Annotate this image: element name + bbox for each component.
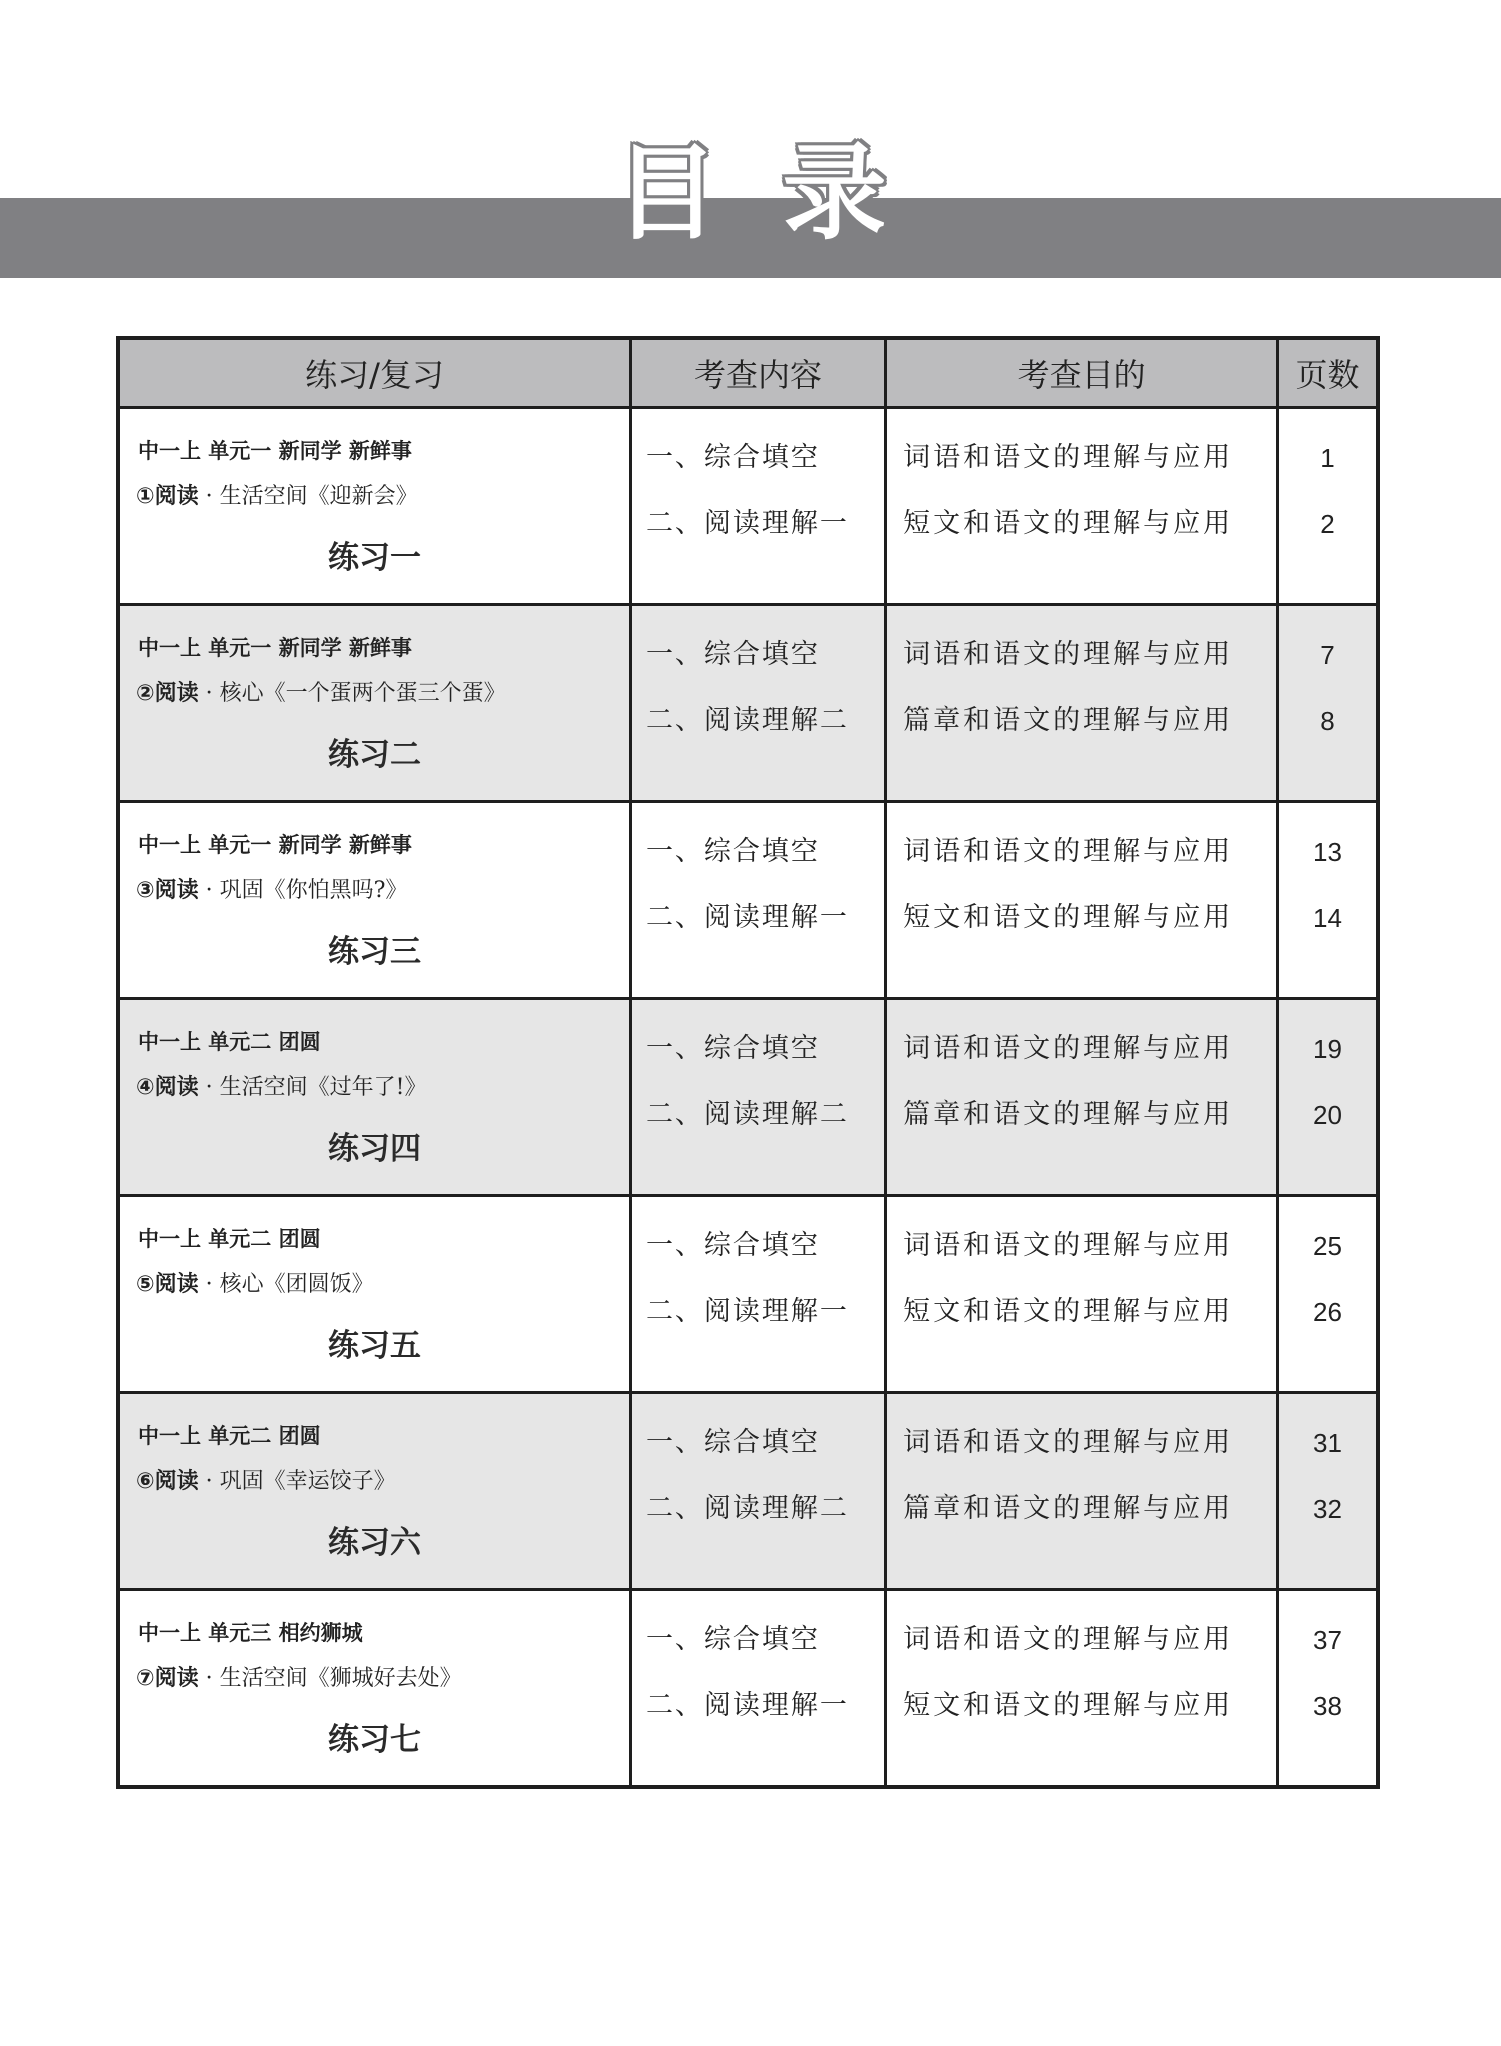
purpose-item: 篇章和语文的理解与应用 <box>903 1099 1234 1130</box>
table-header-row <box>118 338 1378 408</box>
purpose-item: 短文和语文的理解与应用 <box>903 1296 1234 1327</box>
page-number[interactable]: 7 <box>1320 640 1335 670</box>
pages-cell <box>1278 408 1379 605</box>
lesson-label <box>120 1464 629 1495</box>
toc-table <box>116 336 1380 1789</box>
page-number[interactable]: 14 <box>1313 903 1342 933</box>
table-row[interactable] <box>118 1196 1378 1393</box>
content-cell <box>630 605 885 802</box>
lesson-title: · 生活空间《过年了!》 <box>198 1075 427 1100</box>
exercise-title[interactable]: 练习一 <box>327 540 421 576</box>
exercise-title[interactable]: 练习三 <box>327 934 421 970</box>
page-number[interactable]: 19 <box>1313 1034 1342 1064</box>
exercise-title[interactable]: 练习七 <box>327 1722 421 1758</box>
purpose-item: 词语和语文的理解与应用 <box>903 639 1234 670</box>
purpose-cell <box>886 1393 1278 1590</box>
content-cell <box>630 408 885 605</box>
unit-label: 中一上 单元一 新同学 新鲜事 <box>138 636 412 660</box>
page-number[interactable]: 38 <box>1313 1691 1342 1721</box>
lesson-label <box>120 1661 629 1692</box>
table-row[interactable] <box>118 999 1378 1196</box>
purpose-item: 词语和语文的理解与应用 <box>903 836 1234 867</box>
lesson-label <box>120 1070 629 1101</box>
content-cell <box>630 1393 885 1590</box>
page-number[interactable]: 26 <box>1313 1297 1342 1327</box>
lesson-label <box>120 873 629 904</box>
exercise-title[interactable]: 练习六 <box>327 1525 421 1561</box>
page-number[interactable]: 20 <box>1313 1100 1342 1130</box>
purpose-item: 篇章和语文的理解与应用 <box>903 705 1234 736</box>
page-number[interactable]: 8 <box>1320 706 1335 736</box>
exercise-cell <box>118 1393 630 1590</box>
lesson-label <box>120 1267 629 1298</box>
table-row[interactable] <box>118 408 1378 605</box>
page-number[interactable]: 32 <box>1313 1494 1342 1524</box>
purpose-cell <box>886 1590 1278 1788</box>
lesson-title: · 生活空间《迎新会》 <box>198 484 418 509</box>
content-item: 二、阅读理解一 <box>645 902 849 933</box>
purpose-item: 词语和语文的理解与应用 <box>903 1624 1234 1655</box>
purpose-item: 词语和语文的理解与应用 <box>903 1033 1234 1064</box>
purpose-cell <box>886 999 1278 1196</box>
exercise-cell <box>118 1196 630 1393</box>
content-item: 二、阅读理解二 <box>645 1099 849 1130</box>
exercise-cell <box>118 605 630 802</box>
pages-cell <box>1278 1393 1379 1590</box>
content-item: 二、阅读理解二 <box>645 1493 849 1524</box>
unit-label: 中一上 单元三 相约狮城 <box>138 1621 363 1645</box>
page-number[interactable]: 13 <box>1313 837 1342 867</box>
purpose-item: 短文和语文的理解与应用 <box>903 902 1234 933</box>
exercise-title[interactable]: 练习四 <box>327 1131 421 1167</box>
lesson-number: ⑦阅读 <box>136 1666 199 1691</box>
page-number[interactable]: 37 <box>1313 1625 1342 1655</box>
purpose-item: 词语和语文的理解与应用 <box>903 1427 1234 1458</box>
purpose-cell <box>886 1196 1278 1393</box>
purpose-item: 短文和语文的理解与应用 <box>903 508 1234 539</box>
page-number[interactable]: 2 <box>1320 509 1335 539</box>
page-number[interactable]: 25 <box>1313 1231 1342 1261</box>
content-item: 一、综合填空 <box>645 442 820 473</box>
lesson-number: ①阅读 <box>136 484 199 509</box>
pages-cell <box>1278 999 1379 1196</box>
content-item: 二、阅读理解一 <box>645 1690 849 1721</box>
purpose-item: 短文和语文的理解与应用 <box>903 1690 1234 1721</box>
purpose-cell <box>886 408 1278 605</box>
lesson-label <box>120 479 629 510</box>
content-cell <box>630 802 885 999</box>
unit-label: 中一上 单元一 新同学 新鲜事 <box>138 439 412 463</box>
table-row[interactable] <box>118 605 1378 802</box>
purpose-item: 篇章和语文的理解与应用 <box>903 1493 1234 1524</box>
content-item: 一、综合填空 <box>645 639 820 670</box>
content-item: 一、综合填空 <box>645 1624 820 1655</box>
lesson-number: ③阅读 <box>136 878 199 903</box>
lesson-title: · 核心《一个蛋两个蛋三个蛋》 <box>198 681 506 706</box>
content-item: 一、综合填空 <box>645 836 820 867</box>
page-number[interactable]: 31 <box>1313 1428 1342 1458</box>
unit-label: 中一上 单元一 新同学 新鲜事 <box>138 833 412 857</box>
lesson-number: ⑥阅读 <box>136 1469 199 1494</box>
content-item: 一、综合填空 <box>645 1427 820 1458</box>
lesson-title: · 核心《团圆饭》 <box>198 1272 374 1297</box>
purpose-item: 词语和语文的理解与应用 <box>903 442 1234 473</box>
content-item: 一、综合填空 <box>645 1230 820 1261</box>
purpose-item: 词语和语文的理解与应用 <box>903 1230 1234 1261</box>
content-cell <box>630 999 885 1196</box>
pages-cell <box>1278 1590 1379 1788</box>
lesson-title: · 巩固《幸运饺子》 <box>198 1469 396 1494</box>
content-cell <box>630 1196 885 1393</box>
content-item: 一、综合填空 <box>645 1033 820 1064</box>
exercise-cell <box>118 408 630 605</box>
content-item: 二、阅读理解一 <box>645 1296 849 1327</box>
header-pages: 页数 <box>1278 338 1379 408</box>
exercise-cell <box>118 802 630 999</box>
pages-cell <box>1278 802 1379 999</box>
header-purpose: 考查目的 <box>886 338 1278 408</box>
table-row[interactable] <box>118 802 1378 999</box>
header-content: 考查内容 <box>630 338 885 408</box>
exercise-cell <box>118 999 630 1196</box>
pages-cell <box>1278 605 1379 802</box>
page-number[interactable]: 1 <box>1320 443 1335 473</box>
purpose-cell <box>886 802 1278 999</box>
content-cell <box>630 1590 885 1788</box>
exercise-cell <box>118 1590 630 1788</box>
content-item: 二、阅读理解一 <box>645 508 849 539</box>
purpose-cell <box>886 605 1278 802</box>
lesson-number: ⑤阅读 <box>136 1272 199 1297</box>
page-title: 目录 <box>614 132 951 254</box>
exercise-title[interactable]: 练习五 <box>327 1328 421 1364</box>
lesson-label <box>120 676 629 707</box>
header-exercise: 练习/复习 <box>118 338 630 408</box>
content-item: 二、阅读理解二 <box>645 705 849 736</box>
pages-cell <box>1278 1196 1379 1393</box>
table-row[interactable] <box>118 1590 1378 1788</box>
lesson-title: · 巩固《你怕黑吗?》 <box>198 878 408 903</box>
lesson-title: · 生活空间《狮城好去处》 <box>198 1666 462 1691</box>
lesson-number: ④阅读 <box>136 1075 199 1100</box>
unit-label: 中一上 单元二 团圆 <box>138 1424 321 1448</box>
exercise-title[interactable]: 练习二 <box>327 737 421 773</box>
table-row[interactable] <box>118 1393 1378 1590</box>
lesson-number: ②阅读 <box>136 681 199 706</box>
unit-label: 中一上 单元二 团圆 <box>138 1030 321 1054</box>
unit-label: 中一上 单元二 团圆 <box>138 1227 321 1251</box>
